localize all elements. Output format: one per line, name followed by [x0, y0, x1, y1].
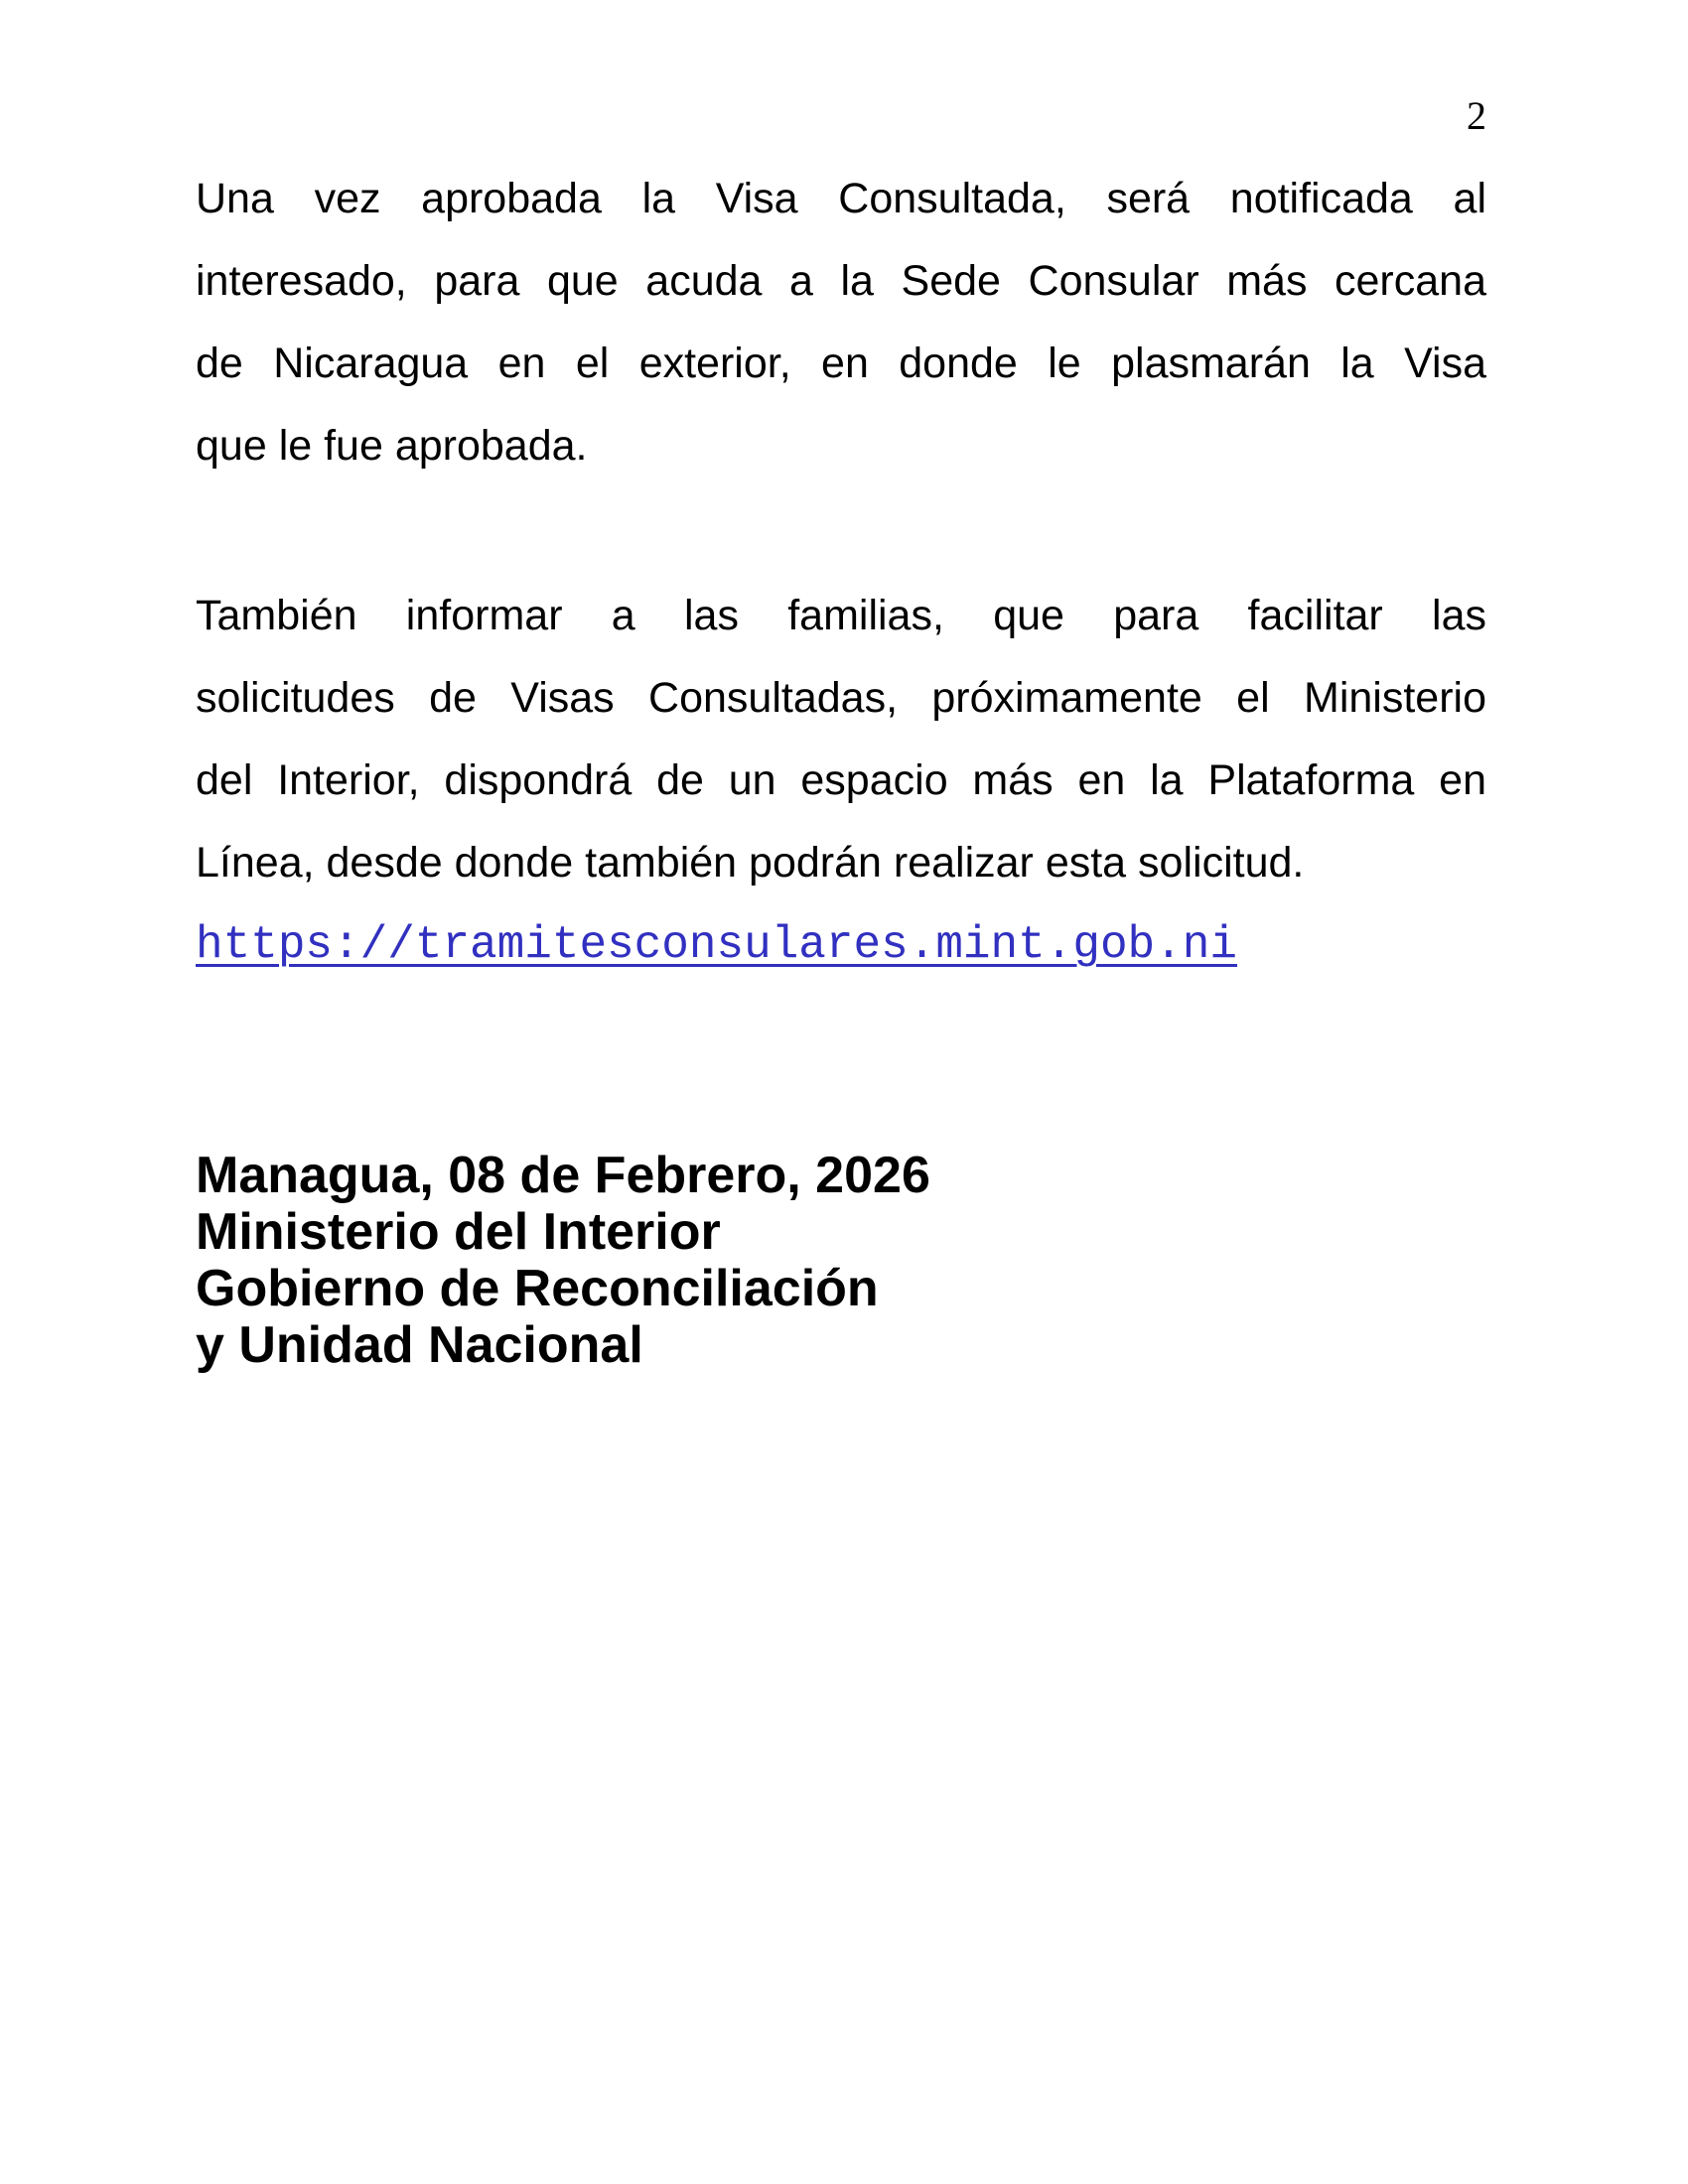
text-line: del Interior, dispondrá de un espacio más en la Plataforma en — [196, 756, 1486, 804]
text-line: Línea, desde donde también podrán realizar esta solicitud. — [196, 839, 1305, 887]
text-line: interesado, para que acuda a la Sede Consular más cercana — [196, 257, 1486, 305]
signature-line: Managua, 08 de Febrero, 2026 — [196, 1147, 930, 1204]
link-line — [196, 904, 1486, 994]
paragraph-2 — [196, 575, 1486, 904]
paragraph-1 — [196, 158, 1486, 487]
signature-block — [196, 1148, 1486, 1374]
text-line: que le fue aprobada. — [196, 422, 588, 470]
text-line: solicitudes de Visas Consultadas, próximamente el Ministerio — [196, 674, 1486, 722]
text-line: de Nicaragua en el exterior, en donde le plasmarán la Visa — [196, 340, 1486, 387]
signature-line: Gobierno de Reconciliación — [196, 1260, 879, 1317]
text-line: También informar a las familias, que para facilitar las — [196, 592, 1486, 639]
consular-portal-link[interactable]: https://tramitesconsulares.mint.gob.ni — [196, 919, 1237, 971]
signature-line: y Unidad Nacional — [196, 1316, 643, 1374]
page-number: 2 — [1467, 93, 1486, 138]
signature-line: Ministerio del Interior — [196, 1203, 721, 1261]
text-line: Una vez aprobada la Visa Consultada, será notificada al — [196, 175, 1486, 222]
